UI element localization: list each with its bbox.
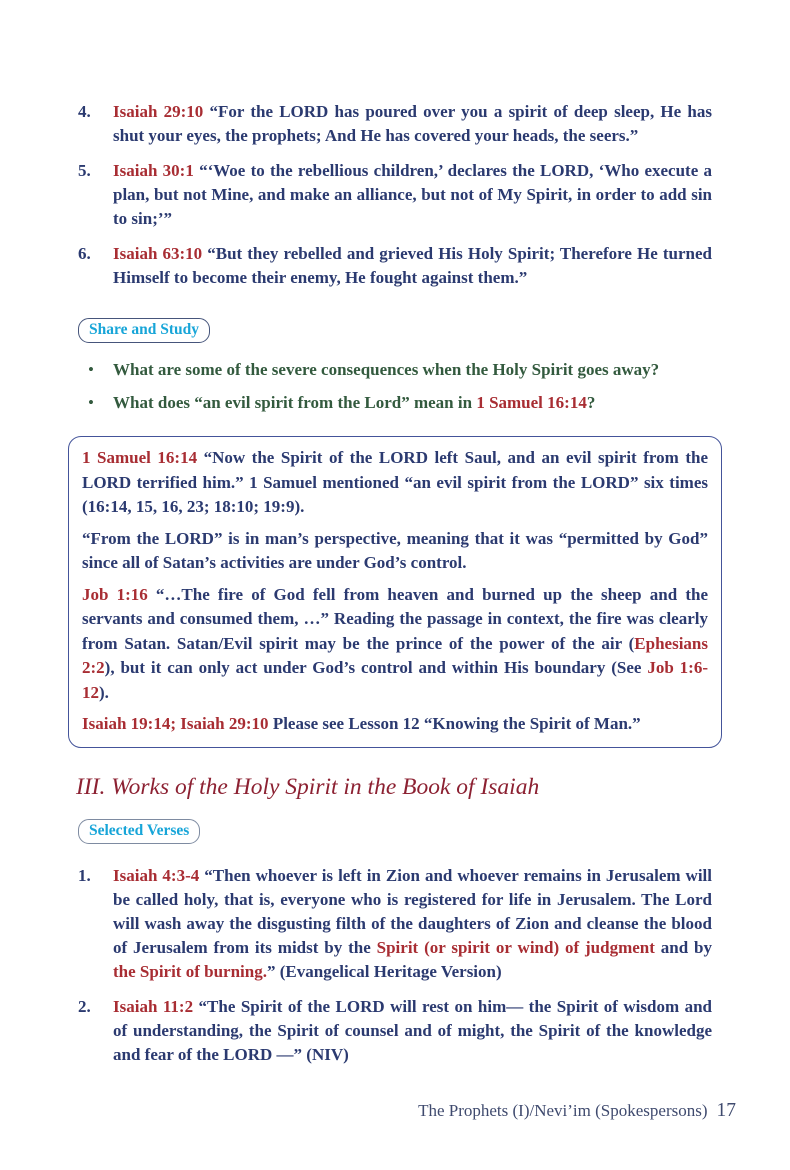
text-segment: 1 Samuel 16:14: [82, 448, 204, 467]
verse-list-item: [78, 242, 712, 290]
text-segment: ?: [586, 393, 596, 412]
text-segment: Please see Lesson 12 “Knowing the Spirit of Man.”: [272, 714, 641, 733]
text-segment: “From the LORD” is in man’s perspective, meaning that it was “permitted by God” since all of Satan’s activities are under God’s control.: [82, 528, 708, 572]
top-margin: [78, 0, 712, 100]
list-number: 4.: [78, 102, 91, 121]
text-segment: ), but it can only act under God’s control and within His boundary (See: [104, 658, 648, 677]
selected-verses-badge: Selected Verses: [78, 819, 200, 844]
verse-list-item: [78, 995, 712, 1067]
note-paragraph: [82, 527, 708, 576]
text-segment: 1 Samuel 16:14: [476, 393, 587, 412]
text-segment: Job 1:16: [82, 584, 156, 604]
text-segment: “But they rebelled and grieved His Holy Spirit; Therefore He turned Himself to become their enemy, He fought against them.”: [113, 244, 712, 287]
page-number: 17: [716, 1100, 736, 1121]
note-paragraph: [82, 446, 708, 520]
text-segment: Job 1:6-12: [82, 658, 708, 702]
text-segment: Isaiah 4:3-4: [113, 865, 205, 885]
list-number: 5.: [78, 161, 91, 180]
text-segment: and by: [654, 937, 713, 957]
page-content: [78, 0, 712, 1078]
verse-text: [113, 864, 712, 984]
verse-list-item: [78, 159, 712, 231]
text-segment: Isaiah 30:1: [113, 161, 200, 180]
bullet-icon: [78, 391, 113, 415]
text-segment: “…The fire of God fell from heaven and burned up the sheep and the servants and consumed them, …” Reading the passage in context, the fire was clearly from Satan. Satan/Evil spirit may be the prince of the power of the air (: [82, 584, 708, 653]
question-item: [78, 358, 712, 382]
text-segment: What are some of the severe consequences when the Holy Spirit goes away?: [113, 360, 660, 379]
text-segment: ).: [99, 682, 109, 702]
note-paragraph: [82, 583, 708, 706]
text-segment: the Spirit of burning.: [113, 961, 267, 981]
badge-row: [78, 318, 712, 343]
verse-text: [113, 995, 712, 1067]
badge-row: [78, 819, 712, 844]
question-text: [113, 358, 712, 382]
list-number: 1.: [78, 865, 91, 885]
text-segment: Isaiah 11:2: [113, 996, 199, 1016]
text-segment: “Then whoever is left in Zion and whoever remains in Jerusalem will be called holy, that is, everyone who is registered for life in Jerusalem. The Lord will wash away the disgusting filth of the daughters of Zion and cleanse the blood of Jerusalem from its midst by the: [113, 865, 713, 957]
question-text: [113, 391, 712, 415]
bullet-icon: [78, 358, 113, 382]
verse-text: [113, 100, 712, 148]
list-number: 2.: [78, 996, 91, 1016]
text-segment: What does “an evil spirit from the Lord” mean in: [113, 393, 477, 412]
commentary-note-box: [68, 436, 722, 748]
section-heading: III. Works of the Holy Spirit in the Book of Isaiah: [76, 773, 540, 800]
verse-text: [113, 159, 712, 231]
text-segment: “Now the Spirit of the LORD left Saul, and an evil spirit from the LORD terrified him.” 1 Samuel mentioned “an evil spirit from the LORD” six times (16:14, 15, 16, 23; 18:10; 19:9).: [82, 448, 708, 516]
verse-list-item: [78, 864, 712, 984]
text-segment: “The Spirit of the LORD will rest on him— the Spirit of wisdom and of understanding, the Spirit of counsel and of might, the Spirit of the knowledge and fear of the LORD —” (NIV): [113, 996, 712, 1064]
footer-title: The Prophets (I)/Nevi’im (Spokespersons): [418, 1101, 708, 1120]
text-segment: ” (Evangelical Heritage Version): [266, 961, 502, 981]
question-item: [78, 391, 712, 415]
text-segment: “For the LORD has poured over you a spirit of deep sleep, He has shut your eyes, the prophets; And He has covered your heads, the seers.”: [113, 102, 712, 145]
text-segment: Spirit (or spirit or wind) of judgment: [376, 937, 655, 957]
text-segment: Isaiah 63:10: [113, 244, 208, 263]
share-and-study-badge: Share and Study: [78, 318, 210, 343]
text-segment: Isaiah 19:14; Isaiah 29:10: [82, 714, 273, 733]
page-footer: [418, 1100, 736, 1122]
bottom-verse-list: [78, 864, 712, 1067]
list-number: 6.: [78, 244, 91, 263]
verse-text: [113, 242, 712, 290]
text-segment: “‘Woe to the rebellious children,’ declares the LORD, ‘Who execute a plan, but not Mine, and make an alliance, but not of My Spirit, in order to add sin to sin;’”: [113, 161, 712, 228]
verse-list-item: [78, 100, 712, 148]
text-segment: Ephesians 2:2: [82, 633, 708, 677]
text-segment: Isaiah 29:10: [113, 102, 210, 121]
note-paragraph: [82, 712, 708, 737]
